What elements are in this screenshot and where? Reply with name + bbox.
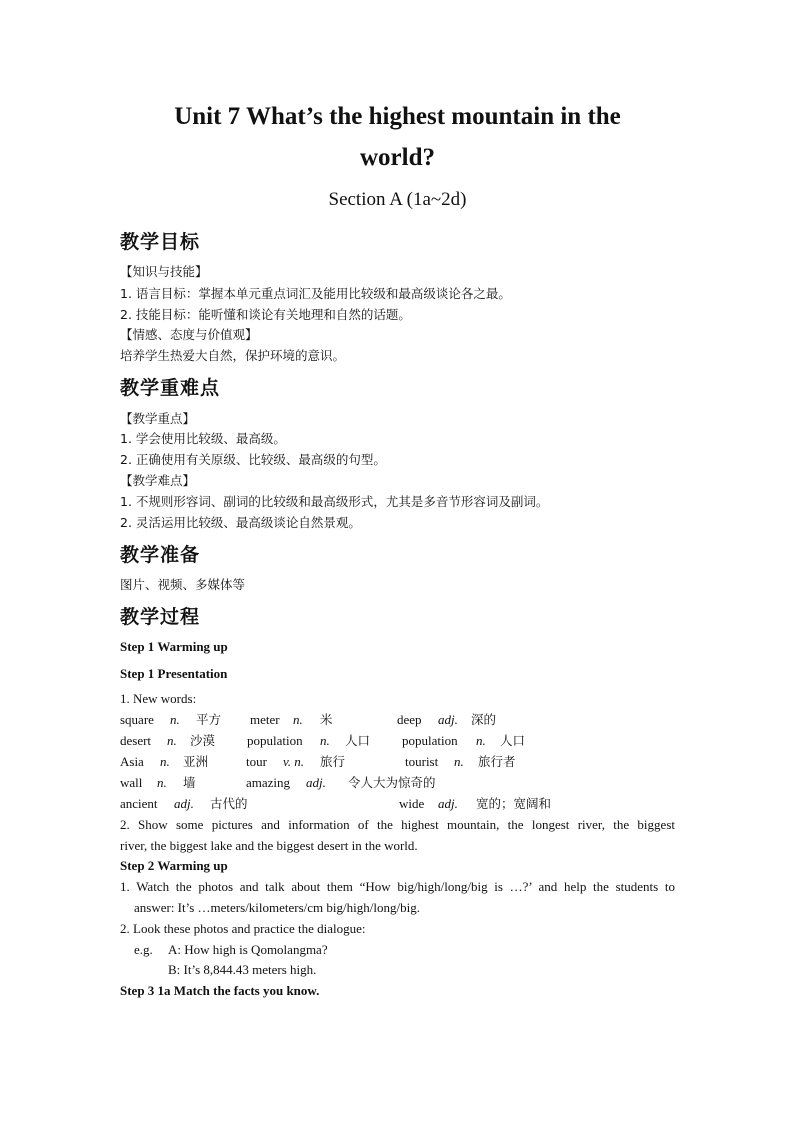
vocab-meaning: 宽的；宽阔和 — [476, 796, 552, 811]
vocab-word: wide — [399, 796, 425, 811]
vocab-meaning: 平方 — [196, 712, 222, 727]
title-line-2: world? — [360, 144, 435, 171]
vocab-pos: n. — [320, 733, 330, 748]
vocab-word: square — [120, 712, 154, 727]
vocab-row — [120, 753, 675, 771]
label-key-points: 【教学重点】 — [120, 411, 196, 426]
title-line-1: Unit 7 What’s the highest mountain in the — [174, 103, 621, 130]
vocab-word: wall — [120, 775, 143, 790]
vocab-meaning: 人口 — [345, 733, 371, 748]
watch-photos-line-1: 1. Watch the photos and talk about them “How big/high/long/big is …?’ and help the students to — [120, 879, 675, 894]
heading-teaching-process: 教学过程 — [120, 606, 201, 628]
heading-teaching-objectives: 教学目标 — [120, 231, 201, 253]
vocab-row — [120, 711, 675, 729]
key-point-2: 2. 正确使用有关原级、比较级、最高级的句型。 — [120, 452, 386, 467]
vocab-word: tourist — [405, 754, 439, 769]
vocab-meaning: 旅行者 — [478, 754, 516, 769]
label-knowledge-skills: 【知识与技能】 — [120, 264, 208, 279]
vocab-pos: adj. — [174, 796, 194, 811]
new-words-label: 1. New words: — [120, 691, 197, 706]
vocab-word: deep — [397, 712, 422, 727]
vocab-pos: n. — [157, 775, 167, 790]
heading-teaching-preparation: 教学准备 — [120, 544, 201, 566]
difficult-point-1: 1. 不规则形容词、副词的比较级和最高级形式，尤其是多音节形容词及副词。 — [120, 494, 549, 509]
subtitle: Section A (1a~2d) — [328, 189, 467, 210]
vocab-pos: n. — [160, 754, 170, 769]
objective-item-1: 1. 语言目标：掌握本单元重点词汇及能用比较级和最高级谈论各之最。 — [120, 286, 511, 301]
look-photos-line: 2. Look these photos and practice the dialogue: — [120, 921, 366, 936]
vocab-pos: n. — [170, 712, 180, 727]
vocab-meaning: 旅行 — [320, 754, 346, 769]
vocab-meaning: 深的 — [471, 712, 497, 727]
vocab-row — [120, 774, 675, 792]
vocab-pos: v. n. — [283, 754, 305, 769]
key-point-1: 1. 学会使用比较级、最高级。 — [120, 431, 286, 446]
step-1-presentation: Step 1 Presentation — [120, 666, 228, 681]
watch-photos-line-2: answer: It’s …meters/kilometers/cm big/high/long/big. — [134, 900, 420, 915]
vocab-word: amazing — [246, 775, 291, 790]
show-pictures-line-1: 2. Show some pictures and information of the highest mountain, the longest river, the biggest — [120, 817, 675, 832]
vocab-meaning: 令人大为惊奇的 — [348, 775, 436, 790]
dialogue-line-b: B: It’s 8,844.43 meters high. — [168, 962, 317, 977]
vocab-meaning: 亚洲 — [183, 754, 209, 769]
step-1-warming-up: Step 1 Warming up — [120, 639, 228, 654]
vocab-meaning: 沙漠 — [190, 733, 216, 748]
vocab-word: population — [402, 733, 458, 748]
vocab-word: Asia — [120, 754, 144, 769]
vocab-word: meter — [250, 712, 280, 727]
emotion-text: 培养学生热爱大自然，保护环境的意识。 — [120, 348, 346, 363]
vocab-word: desert — [120, 733, 152, 748]
label-emotion-values: 【情感、态度与价值观】 — [120, 327, 258, 342]
vocab-pos: n. — [167, 733, 177, 748]
vocab-pos: n. — [476, 733, 486, 748]
difficult-point-2: 2. 灵活运用比较级、最高级谈论自然景观。 — [120, 515, 361, 530]
vocab-word: tour — [246, 754, 267, 769]
vocab-pos: n. — [454, 754, 464, 769]
objective-item-2: 2. 技能目标：能听懂和谈论有关地理和自然的话题。 — [120, 307, 411, 322]
vocab-pos: adj. — [438, 796, 458, 811]
vocab-meaning: 人口 — [500, 733, 526, 748]
label-difficult-points: 【教学难点】 — [120, 473, 196, 488]
preparation-text: 图片、视频、多媒体等 — [120, 577, 246, 592]
vocab-meaning: 米 — [320, 712, 333, 727]
vocab-word: ancient — [120, 796, 158, 811]
vocab-row — [120, 732, 675, 750]
vocab-meaning: 墙 — [183, 775, 196, 790]
vocab-pos: n. — [293, 712, 303, 727]
vocab-word: population — [247, 733, 303, 748]
step-3-match-facts: Step 3 1a Match the facts you know. — [120, 983, 320, 998]
vocab-pos: adj. — [306, 775, 326, 790]
show-pictures-line-2: river, the biggest lake and the biggest desert in the world. — [120, 838, 418, 853]
heading-key-difficult-points: 教学重难点 — [120, 377, 221, 399]
dialogue-line-a: A: How high is Qomolangma? — [168, 942, 328, 957]
step-2-warming-up: Step 2 Warming up — [120, 858, 228, 873]
vocab-meaning: 古代的 — [210, 796, 248, 811]
example-label: e.g. — [134, 942, 153, 957]
vocab-pos: adj. — [438, 712, 458, 727]
vocab-row — [120, 795, 675, 813]
